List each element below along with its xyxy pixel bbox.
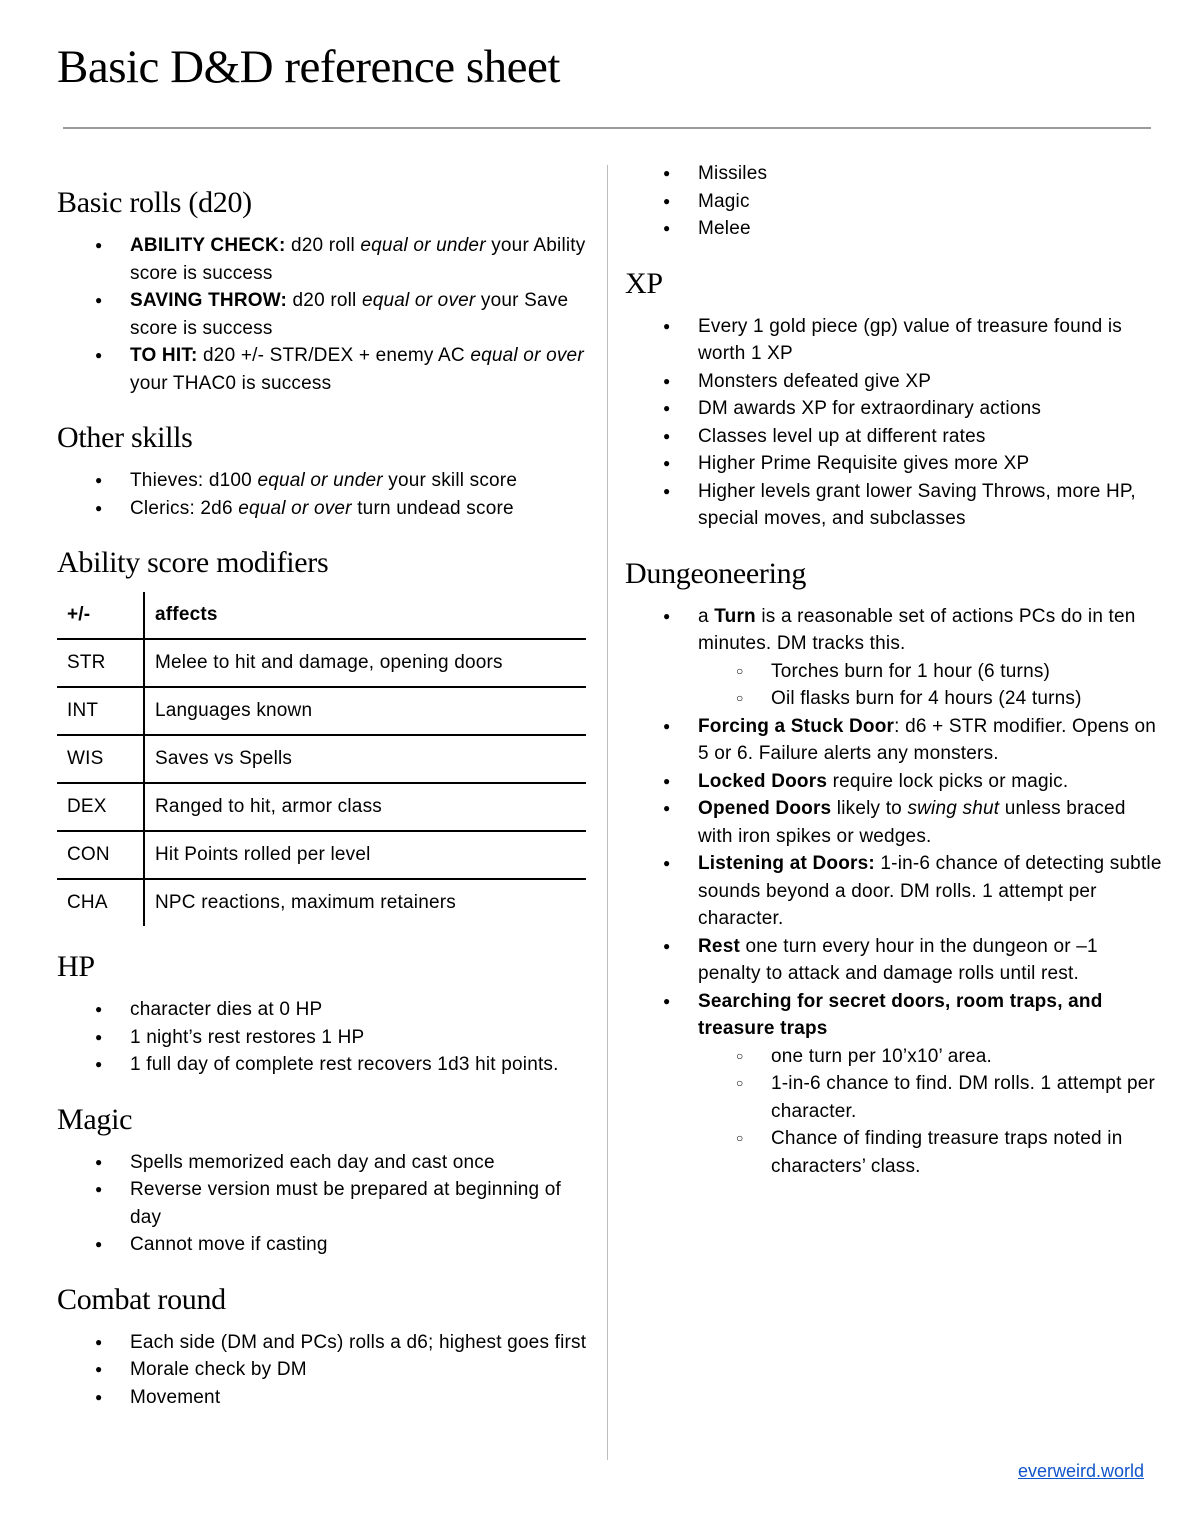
affects-cell: Languages known [144,687,586,735]
bullet-list [57,467,597,522]
list-item [57,1176,597,1231]
section-combat-continued [625,160,1165,243]
ability-cell: WIS [57,735,144,783]
section-hp [57,948,597,1079]
text: is a reasonable set of actions PCs do in ten minutes. DM tracks this. [698,605,1136,654]
list-item [57,467,597,495]
list-item [57,1356,597,1384]
page-title: Basic D&D reference sheet [57,41,560,93]
text: Higher Prime Requisite gives more XP [698,453,1030,474]
text: Missiles [698,163,768,184]
text: likely to [831,798,908,819]
text: require lock picks or magic. [827,770,1069,792]
text: 1 night’s rest restores 1 HP [130,1026,365,1048]
section-heading: Magic [57,1102,133,1136]
section-basic-rolls [57,184,597,397]
text: Morale check by DM [130,1359,307,1380]
list-item [57,342,597,397]
text: 1-in-6 chance to find. DM rolls. 1 attempt per character. [771,1073,1156,1122]
list-item [625,768,1165,796]
section-dungeoneering [625,555,1165,1181]
bullet-list [57,1149,597,1259]
list-item [625,423,1165,451]
section-heading: Ability score modifiers [57,546,329,579]
bullet-list [57,232,597,397]
text: Oil flasks burn for 4 hours (24 turns) [771,688,1082,709]
list-item [625,988,1165,1043]
bold-text: TO HIT: [130,345,198,366]
table-row [57,879,586,926]
sub-list-item [625,1070,1165,1125]
italic-text: equal or over [361,290,476,311]
text: d20 roll [285,235,361,256]
bullet-list [625,603,1165,1181]
bold-text: Forcing a Stuck Door [698,715,895,737]
list-item [57,1329,597,1357]
text: your THAC0 is success [130,372,332,394]
bold-text: Locked Doors [698,770,828,792]
sub-list-item [625,1043,1165,1071]
italic-text: equal or under [360,235,486,256]
text: Thieves: d100 [130,470,258,491]
text: your Ability score is success [130,235,586,284]
text: character dies at 0 HP [130,999,323,1020]
list-item [625,160,1165,188]
text: Spells memorized each day and cast once [130,1151,495,1173]
text: your skill score [382,470,518,491]
text: Every 1 gold piece (gp) value of treasure found is worth 1 XP [698,315,1123,364]
column-divider [607,165,608,1460]
bold-text: SAVING THROW: [130,290,288,311]
sub-list-item [625,658,1165,686]
text: Melee [698,218,751,239]
bold-text: Turn [714,605,756,627]
section-heading: Other skills [57,421,193,454]
sub-list-item [625,1125,1165,1180]
list-item [625,188,1165,216]
text: Magic [698,190,750,212]
list-item [625,450,1165,478]
text: turn undead score [351,497,514,519]
list-item [57,495,597,523]
section-xp [625,265,1165,533]
list-item [57,1384,597,1412]
text: your Save score is success [130,290,569,339]
section-heading: Dungeoneering [625,556,807,590]
list-item [625,368,1165,396]
affects-cell: Melee to hit and damage, opening doors [155,652,503,673]
bullet-list [57,996,597,1079]
section-combat-round [57,1281,597,1412]
list-item [625,603,1165,658]
left-column [57,184,597,1433]
text: Classes level up at different rates [698,425,986,447]
text: one turn every hour in the dungeon or –1 penalty to attack and damage rolls until rest. [698,935,1098,984]
table-header-row [57,592,586,639]
table-row [57,783,586,831]
text: Chance of finding treasure traps noted in characters’ class. [771,1128,1123,1177]
ability-cell: STR [57,639,144,687]
ability-cell: CON [57,831,144,879]
italic-text: swing shut [907,798,1000,819]
ability-cell: INT [57,687,144,735]
list-item [57,1024,597,1052]
list-item [57,1051,597,1079]
section-ability-modifiers [57,544,597,926]
affects-cell: Hit Points rolled per level [144,831,586,879]
text: DM awards XP for extraordinary actions [698,398,1042,419]
table-row [57,831,586,879]
italic-text: equal or under [257,470,383,491]
list-item [625,478,1165,533]
right-column [625,160,1165,1202]
list-item [625,850,1165,933]
affects-cell: NPC reactions, maximum retainers [144,879,586,926]
italic-text: equal or over [238,497,352,519]
section-magic [57,1101,597,1259]
bullet-list [625,313,1165,533]
ability-modifier-table [57,592,586,926]
sub-list-item [625,685,1165,713]
text: Reverse version must be prepared at beginning of day [130,1179,562,1228]
section-other-skills [57,419,597,522]
table-row [57,639,586,687]
bold-text: Searching for secret doors, room traps, and treasure traps [698,990,1103,1039]
section-heading: Basic rolls (d20) [57,186,252,219]
list-item [625,215,1165,243]
list-item [625,933,1165,988]
title-divider [63,127,1151,129]
section-heading: XP [625,266,663,300]
bullet-list [625,160,1165,243]
text: Cannot move if casting [130,1234,328,1255]
list-item [57,287,597,342]
list-item [625,713,1165,768]
bold-text: ABILITY CHECK: [130,235,286,256]
text: Each side (DM and PCs) rolls a d6; highest goes first [130,1331,587,1353]
list-item [625,395,1165,423]
section-heading: Combat round [57,1282,226,1316]
text: a [698,605,715,627]
text: unless braced with iron spikes or wedges. [698,798,1126,847]
bullet-list [57,1329,597,1412]
bold-text: Listening at Doors: [698,853,875,874]
text: one turn per 10’x10’ area. [771,1045,993,1067]
ability-cell: DEX [57,783,144,831]
table-row [57,687,586,735]
bold-text: Rest [698,935,740,957]
table-row [57,735,586,783]
list-item [57,1231,597,1259]
italic-text: equal or over [470,345,584,366]
text: : d6 + STR modifier. Opens on 5 or 6. Failure alerts any monsters. [698,715,1157,764]
column-header: affects [144,592,586,639]
list-item [625,313,1165,368]
footer-link[interactable]: everweird.world [1018,1461,1145,1481]
affects-cell: Ranged to hit, armor class [144,783,586,831]
bold-text: Opened Doors [698,798,832,819]
list-item [57,1149,597,1177]
affects-cell: Saves vs Spells [144,735,586,783]
list-item [57,996,597,1024]
column-header: +/- [57,592,144,639]
text: Monsters defeated give XP [698,370,932,392]
text: Movement [130,1386,221,1408]
list-item [57,232,597,287]
text: d20 roll [287,290,362,311]
text: d20 +/- STR/DEX + enemy AC [197,345,471,366]
text: Clerics: 2d6 [130,497,239,519]
text: Torches burn for 1 hour (6 turns) [771,660,1051,682]
text: 1-in-6 chance of detecting subtle sounds beyond a door. DM rolls. 1 attempt per character. [698,853,1162,929]
text: 1 full day of complete rest recovers 1d3 hit points. [130,1054,559,1075]
section-heading: HP [57,950,95,983]
list-item [625,795,1165,850]
text: Higher levels grant lower Saving Throws, more HP, special moves, and subclasses [698,480,1136,529]
ability-cell: CHA [57,879,144,926]
